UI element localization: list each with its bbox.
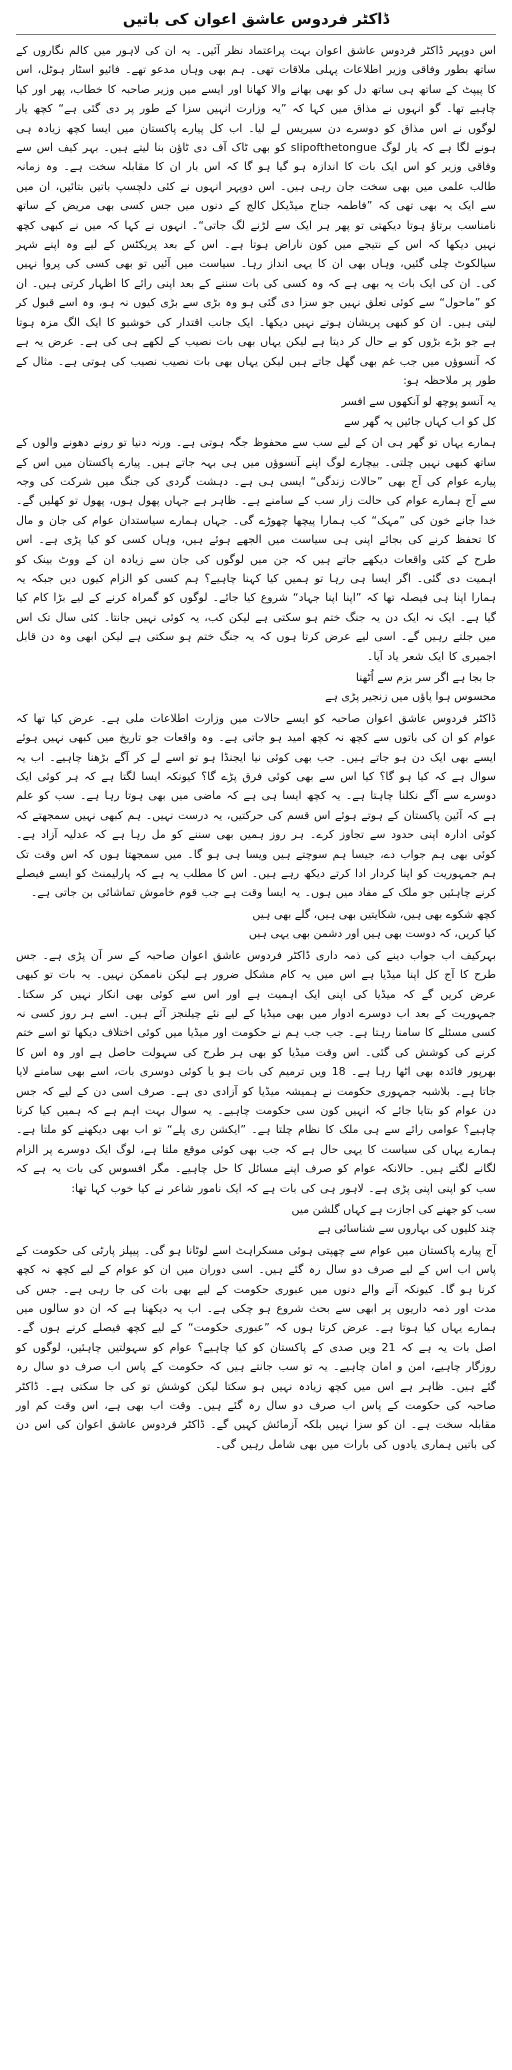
- verse-2-line-2: محسوس ہوا پاؤں میں زنجیر پڑی ہے: [325, 690, 496, 704]
- article-title: ڈاکٹر فردوس عاشق اعوان کی باتیں: [122, 10, 390, 28]
- paragraph-4: بہرکیف اب جواب دینے کی ذمہ داری ڈاکٹر فردوس عاشق اعوان صاحبہ کے سر آن پڑی ہے۔ جس طرح کا آج کل اپنا میڈیا ہے اس میں یہ کام مشکل ضرور ہے لیکن ناممکن نہیں۔ یہ بات تو کبھی عرض کریں گے کہ میڈیا کی اپنی ایک اہمیت ہے اور اس سے کوئی بھی انکار نہیں کر سکتا۔ جمہوریت کے بعد اب دوسرے ادوار میں بھی میڈیا کے لیے نئے چیلنجز آئے ہیں۔ اسے ہر روز کسی نہ کسی مسئلے کا سامنا رہتا ہے۔ جب جب ہم نے حکومت اور میڈیا میں کوئی اختلاف دیکھا تو اسے ختم کرنے کی کوشش کی گئی۔ اس وقت میڈیا کو بھی ہر طرح کی سہولت حاصل ہے اور وہ اس کا بھرپور فائدہ بھی اٹھا رہا ہے۔ 18 ویں ترمیم کی بات ہو یا کوئی دوسری بات، اسے بھی سامنے لایا جاتا ہے۔ بلاشبہ جمہوری حکومت نے ہمیشہ میڈیا کو آزادی دی ہے۔ صرف اسی دن کے لیے کہ جس دن عوام کو بتایا جائے کہ انہیں کون سی حکومت چاہیے۔ یہ سوال بہت اہم ہے کہ ہمیں کیا کرنا چاہیے؟ عوامی رائے سے ہی ملک کا نظام چلتا ہے۔ ”ایکشن ری پلے“ تو اب بھی دیکھنے کو ملتا ہے۔ ہمارے یہاں کی سیاست کا یہی حال ہے کہ جب بھی کوئی موقع ملتا ہے، لوگ ایک دوسرے پر الزام لگانے لگتے ہیں۔ حالانکہ عوام کو صرف اپنے مسائل کا حل چاہیے۔ مگر افسوس کی بات یہ ہے کہ سب کو اپنی اپنی پڑی ہے۔ لاہور ہی کی بات ہے کہ ایک نامور شاعر نے کیا خوب کہا تھا:: [16, 948, 496, 1195]
- verse-4: [16, 1200, 496, 1239]
- paragraph-1-text: اس دوپہر ڈاکٹر فردوس عاشق اعوان بہت پراعتماد نظر آئیں۔ یہ ان کی لاہور میں کالم نگاروں کے ساتھ بطور وفاقی وزیر اطلاعات پہلی ملاقات تھی۔ ہم بھی وہاں مدعو تھے۔ فائیو اسٹار ہوٹل، اس کا پیپٹ کے ساتھ ہی ساتھ دل کو بھی بھانے والا کھانا اور ایسے میں وزیر صاحبہ کا خطاب، پھر اور کیا چاہیے تھا۔ گو انہوں نے مذاق میں کہا کہ ”یہ وزارت انہیں سزا کے طور پر دی گئی ہے“ کچھ یار لوگوں نے اس مذاق کو دوسرے دن سیریس لے لیا۔ اب کل پیارے پاکستان میں ایسا کچھ زیادہ ہی ہونے لگا ہے کہ یار لوگ: [16, 44, 497, 155]
- paragraph-2: ہمارے یہاں تو گھر ہی ان کے لیے سب سے محفوظ جگہ ہوتی ہے۔ ورنہ دنیا تو رونے دھونے والوں کے ساتھ کبھی نہیں چلتی۔ بیچارے لوگ اپنے آنسوؤں میں ہی بہہ جاتے ہیں۔ پیارے پاکستان میں اس کے پیارے عوام کی آج بھی ”حالات زندگی“ ایسی ہی ہے۔ دہشت گردی کی جنگ میں شرکت کی وجہ سے آج ہمارے عوام کی حالت زار سب کے سامنے ہے۔ ظاہر ہے جہاں پھول ہوں، پھول تو کھلیں گے۔ خدا جانے خون کی ”مہک“ کب ہمارا پیچھا چھوڑے گی۔ جہاں ہمارے سیاستدان عوام کی جان و مال کا تحفظ کرنے کی بجائے اپنی ہی سیاست میں الجھے ہوئے ہیں، وہاں کسی کو کیا پڑی ہے۔ اس طرح کے کئی واقعات دیکھے جاتے ہیں کہ جن میں لوگوں کی جان سے زیادہ ان کے ووٹ بینک کو اہمیت دی گئی۔ اگر ایسا ہی رہا تو ہمیں کیا کہنا چاہیے؟ ہم کسی کو الزام کیوں دیں جبکہ یہ ہمارا اپنا ہی فیصلہ تھا کہ ”اپنا اپنا جہاد“ شروع کیا جائے۔ لوگوں کو گمراہ کرنے کے لیے بڑا کام کیا گیا ہے۔ ایک نہ ایک دن یہ جنگ ختم ہو سکتی ہے لیکن کب، یہ کوئی نہیں جانتا۔ کئی سال تک اس میں جلتے رہیں گے۔ اسی لیے عرض کرتا ہوں کہ یہ جنگ ختم ہو سکتی ہے لیکن ابھی وہ دن قابل اجمیری کا ایک شعر یاد آیا۔: [16, 436, 496, 663]
- verse-1-line-1: یہ آنسو پوچھ لو آنکھوں سے افسر: [341, 395, 496, 409]
- verse-3-line-1: کچھ شکوے بھی ہیں، شکایتیں بھی ہیں، گلے بھی ہیں: [252, 907, 496, 921]
- paragraph-1: [16, 41, 496, 390]
- verse-2: [16, 668, 496, 707]
- paragraph-3: ڈاکٹر فردوس عاشق اعوان صاحبہ کو ایسے حالات میں وزارت اطلاعات ملی ہے۔ عرض کیا تھا کہ عوام کو ان کی باتوں سے کچھ نہ کچھ امید ہو جاتی ہے۔ وہ واقعات جو تاریخ میں کبھی نہیں ہوئے ایسے بھی ایک دن ہو جاتے ہیں۔ جب بھی کوئی نیا ایجنڈا ہو تو اسے لے کر آگے بڑھنا چاہیے۔ اب یہ سوال ہے کہ کیا ہو گا؟ کیا اس سے بھی کوئی فرق پڑے گا؟ کیونکہ ایسا لگتا ہے کہ ہر کوئی ایک دوسرے سے آگے نکلنا چاہتا ہے۔ یہ کچھ ایسا ہی ہے کہ ماضی میں بھی ہوتا رہا ہے۔ سب کو علم ہے کہ آئین پاکستان کے ہوتے ہوئے اس قسم کی حرکتیں، یہ درست نہیں۔ ہم کبھی نہیں سمجھتے کہ کوئی ادارہ اپنی حدود سے تجاوز کرے۔ ہر روز ہمیں بھی سننے کو مل رہا ہے کہ عدلیہ آزاد ہے۔ کوئی بھی ہم جواب دے، جیسا ہم سوچتے ہیں ویسا ہی ہو گا۔ میں سمجھتا ہوں کہ اس وقت تک ہم جمہوریت کو اپنا کردار ادا کرتے دیکھ رہے ہیں۔ اس کا مطلب یہ ہے کہ پارلیمنٹ کو ایسے فیصلے کرنے چاہئیں جو ملک کے مفاد میں ہوں۔ یہ ایسا وقت ہے جب قوم خاموش تماشائی بن جاتی ہے۔: [16, 711, 496, 900]
- verse-2-line-1: جا بجا ہے اگر سر بزم سے اُٹھنا: [355, 671, 496, 684]
- paragraph-1-text-end: کو بھی ٹاک آف دی ٹاؤن بنا لیتے ہیں۔ بہر کیف اس سے وفاقی وزیر کو اس ایک بات کا اندازہ ہو گیا ہو گا کہ اس بار ان کا مقابلہ سخت ہے۔ وہ زمانہ طالب علمی میں بھی سخت جان رہی ہیں۔ اس دوپہر انہوں نے کئی دلچسپ باتیں بتائیں، ان میں سے ایک یہ بھی تھی کہ ”فاطمہ جناح میڈیکل کالج کے دنوں میں جس کسی بھی مریض کے ساتھ نامناسب برتاؤ ہوتا دیکھتی تو پھر ہر ایک سے لڑنے لگ جاتی“۔ انہوں نے کہا کہ میں نے کبھی کچھ نہیں دیکھا کہ اس کے نتیجے میں کون ناراض ہوتا ہے۔ اس کے بعد پریکٹس کے لیے وہ اپنے شہر سیالکوٹ چلی گئیں، وہاں بھی ان کا یہی انداز رہا۔ سیاست میں آئیں تو بھی کسی کی پروا نہیں کی۔ ان کی ایک بات یہ بھی ہے کہ وہ کسی کی بات سننے کے بعد اپنی رائے کا اظہار کرتی ہیں۔ ان کو ”ماحول“ سے کوئی تعلق نہیں جو سزا دی گئی ہو وہ بڑی سے بڑی کیوں نہ ہو، وہ اسے قبول کر لیتی ہیں۔ ان کو کبھی پریشان ہوتے نہیں دیکھا۔ ایک جانب اقتدار کی خوشبو کا ایک الگ مزہ ہوتا ہے جو بڑے بڑوں کو بے حال کر دیتا ہے لیکن یہاں بھی بات نصیب کے لکھے ہی کی ہے۔ عرض یہ ہے کہ آنسوؤں میں جب غم بھی گھل جاتے ہیں لیکن یہاں بھی بات نصیب نصیب کی ہوتی ہے۔ مثال کے طور پر ملاحظہ ہو:: [16, 141, 496, 387]
- paragraph-5: آج پیارے پاکستان میں عوام سے چھپتی ہوئی مسکراہٹ اسے لوٹانا ہو گی۔ پیپلز پارٹی کی حکومت کے پاس اب اس کے لیے صرف دو سال رہ گئے ہیں۔ اسی دوران میں ان کو عوام کے لیے کچھ نہ کچھ کرنا ہو گا۔ کیونکہ آنے والے دنوں میں عبوری حکومت کے لیے بھی بات کی جا رہی ہے۔ جس کی مدت اور ذمہ داریوں پر ابھی سے بحث شروع ہو چکی ہے۔ اب یہ دیکھنا ہے کہ ان دو سالوں میں ہمارے یہاں کیا ہوتا ہے۔ عرض کرتا ہوں کہ ”عبوری حکومت“ کے لیے کچھ فیصلے کرنے ہوں گے۔ اصل بات یہ ہے کہ 21 ویں صدی کے پاکستان کو کیا چاہیے؟ عوام کو سہولتیں چاہئیں، لوگوں کو روزگار چاہیے، امن و امان چاہیے۔ یہ تو سب جانتے ہیں کہ حکومت کے پاس اب صرف دو سال رہ گئے ہیں۔ ظاہر ہے اس میں کچھ زیادہ نہیں ہو سکتا لیکن کوشش تو کی جا سکتی ہے۔ ڈاکٹر صاحبہ کی حکومت کے پاس اب صرف دو سال رہ گئے ہیں۔ وقت اب بھی ہے، اس وقت کم اور مقابلہ سخت ہے۔ ان کو سزا نہیں بلکہ آزمائش کہیں گے۔ ڈاکٹر فردوس عاشق اعوان کی اس دن کی باتیں ہماری یادوں کی بارات میں بھی شامل رہیں گی۔: [16, 1243, 496, 1451]
- verse-1: [16, 392, 496, 431]
- title-divider: [16, 34, 496, 35]
- verse-1-line-2: کل کو اب کہاں جائیں یہ گھر سے: [344, 414, 496, 428]
- verse-4-line-1: سب کو جھنے کی اجازت ہے کہاں گلشن میں: [291, 1202, 496, 1216]
- verse-4-line-2: چند کلیوں کی بہاروں سے شناسائی ہے: [317, 1222, 496, 1236]
- verse-3: [16, 905, 496, 944]
- paragraph-1-latin-word: slipofthetongue: [290, 141, 377, 155]
- verse-3-line-2: کیا کریں، کہ دوست بھی ہیں اور دشمن بھی یہی ہیں: [248, 927, 496, 941]
